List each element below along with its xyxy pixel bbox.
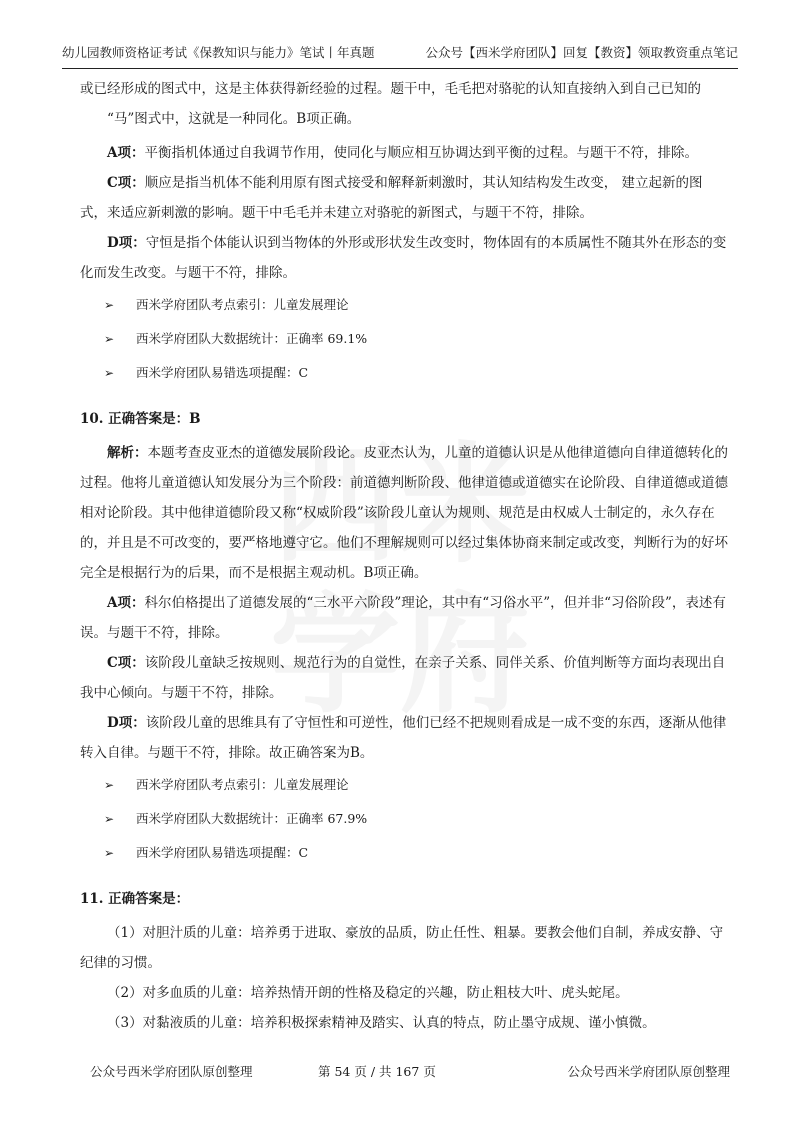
arrow-bullet-icon: ➢ — [104, 298, 115, 312]
q9-option-c: C项：顺应是指当机体不能利用原有图式接受和解释新刺激时，其认知结构发生改变， 建立起新的图式，来适应新刺激的影响。题干中毛毛并未建立对骆驼的新图式，与题干不符，排除。 — [80, 175, 703, 221]
q9-option-a: A项：平衡指机体通过自我调节作用，使同化与顺应相互协调达到平衡的过程。与题干不符，排除。 — [107, 145, 698, 161]
q10-bullet-index: ➢ 西米学府团队考点索引：儿童发展理论 — [80, 768, 728, 802]
q10-analysis: 解析：本题考查皮亚杰的道德发展阶段论。皮亚杰认为，儿童的道德认识是从他律道德向自律道德转化的过程。他将儿童道德认知发展分为三个阶段：前道德判断阶段、他律道德或道德实在论阶段、自律道德或道德相对论阶段。其中他律道德阶段又称“权威阶段”该阶段儿童认为规则、规范是由权威人士制定的，永久存在的，并且是不可改变的，要严格地遵守它。他们不理解规则可以经过集体协商来制定或改变，判断行为的好坏完全是根据行为的后果，而不是根据主观动机。B项正确。 — [80, 445, 728, 581]
q9-option-d: D项：守恒是指个体能认识到当物体的外形或形状发生改变时，物体固有的本质属性不随其外在形态的变化而发生改变。与题干不符，排除。 — [80, 235, 727, 281]
q11-answer: 11. 正确答案是： — [80, 891, 190, 907]
footer-right: 公众号西米学府团队原创整理 — [567, 1064, 730, 1079]
header-right-promo: 公众号【西米学府团队】回复【教资】领取教资重点笔记 — [425, 45, 738, 60]
q9-bullet-stats: ➢ 西米学府团队大数据统计：正确率 69.1% — [80, 322, 728, 356]
page-content — [80, 74, 728, 1038]
arrow-bullet-icon: ➢ — [104, 778, 115, 792]
q10-option-c: C项：该阶段儿童缺乏按规则、规范行为的自觉性，在亲子关系、同伴关系、价值判断等方面均表现出自我中心倾向。与题干不符，排除。 — [80, 655, 726, 701]
page-number: 第 54 页 / 共 167 页 — [318, 1064, 436, 1079]
footer-left: 公众号西米学府团队原创整理 — [90, 1064, 253, 1079]
q9-bullet-index: ➢ 西米学府团队考点索引：儿童发展理论 — [80, 288, 728, 322]
header-left-title: 幼儿园教师资格证考试《保教知识与能力》笔试丨年真题 — [62, 45, 375, 60]
page-header — [62, 40, 738, 69]
arrow-bullet-icon: ➢ — [104, 846, 115, 860]
q9-continuation-line-2: “马”图式中，这就是一种同化。B项正确。 — [107, 111, 361, 127]
arrow-bullet-icon: ➢ — [104, 812, 115, 826]
arrow-bullet-icon: ➢ — [104, 366, 115, 380]
q10-answer: 10. 正确答案是：B — [80, 411, 201, 427]
arrow-bullet-icon: ➢ — [104, 332, 115, 346]
q10-bullet-reminder: ➢ 西米学府团队易错选项提醒：C — [80, 836, 728, 870]
q9-continuation-line-1: 或已经形成的图式中，这是主体获得新经验的过程。题干中，毛毛把对骆驼的认知直接纳入到自己已知的 — [80, 81, 701, 97]
q10-bullet-stats: ➢ 西米学府团队大数据统计：正确率 67.9% — [80, 802, 728, 836]
q10-option-a: A项：科尔伯格提出了道德发展的“三水平六阶段”理论，其中有“习俗水平”，但并非“习俗阶段”，表述有误。与题干不符，排除。 — [80, 595, 726, 641]
q11-item-1: （1）对胆汁质的儿童：培养勇于进取、豪放的品质，防止任性、粗暴。要教会他们自制，养成安静、守纪律的习惯。 — [80, 925, 724, 971]
q11-item-2: （2）对多血质的儿童：培养热情开朗的性格及稳定的兴趣，防止粗枝大叶、虎头蛇尾。 — [107, 985, 629, 1001]
q10-option-d: D项：该阶段儿童的思维具有了守恒性和可逆性，他们已经不把规则看成是一成不变的东西，逐渐从他律转入自律。与题干不符，排除。故正确答案为B。 — [80, 715, 727, 761]
q11-item-3: （3）对黏液质的儿童：培养积极探索精神及踏实、认真的特点，防止墨守成规、谨小慎微。 — [107, 1015, 656, 1031]
q9-bullet-reminder: ➢ 西米学府团队易错选项提醒：C — [80, 356, 728, 390]
